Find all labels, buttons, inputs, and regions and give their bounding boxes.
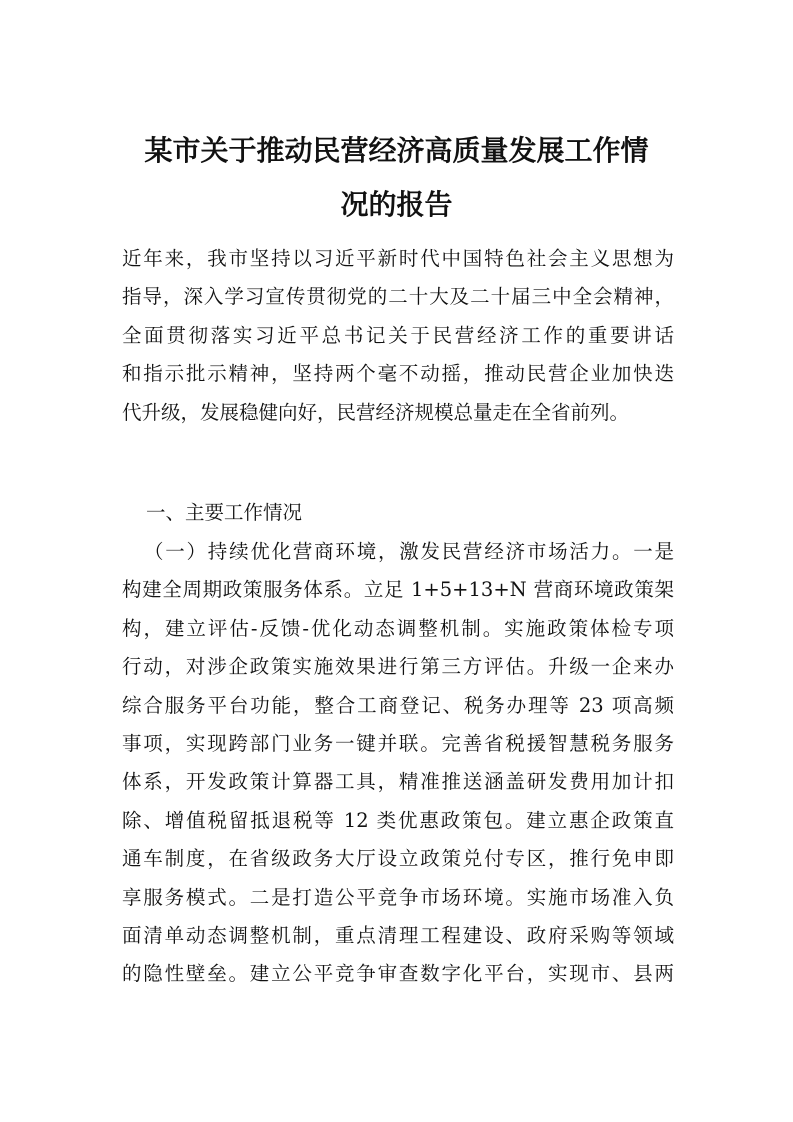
para-line: （一）持续优化营商环境，激发民营经济市场活力。一是	[144, 540, 674, 563]
intro-line: 代升级，发展稳健向好，民营经济规模总量走在全省前列。	[122, 400, 630, 424]
para-line: 面清单动态调整机制，重点清理工程建设、政府采购等领域	[122, 923, 674, 947]
para-line: 构，建立评估-反馈-优化动态调整机制。实施政策体检专项	[122, 616, 674, 640]
title-line-2: 况的报告	[340, 188, 453, 221]
para-line: 事项，实现跨部门业务一键并联。完善省税援智慧税务服务	[122, 731, 674, 755]
title-line-1: 某市关于推动民营经济高质量发展工作情	[144, 134, 649, 167]
section-heading: 一、主要工作情况	[146, 501, 303, 524]
para-line: 体系，开发政策计算器工具，精准推送涵盖研发费用加计扣	[122, 770, 674, 794]
para-line: 享服务模式。二是打造公平竞争市场环境。实施市场准入负	[122, 885, 674, 909]
section-paragraph	[122, 533, 674, 994]
intro-paragraph	[122, 240, 674, 432]
para-line: 通车制度，在省级政务大厅设立政策兑付专区，推行免申即	[122, 847, 674, 871]
intro-line: 全面贯彻落实习近平总书记关于民营经济工作的重要讲话	[122, 323, 674, 347]
intro-line: 和指示批示精神，坚持两个毫不动摇，推动民营企业加快迭	[122, 362, 674, 386]
para-line: 的隐性壁垒。建立公平竞争审查数字化平台，实现市、县两	[122, 962, 674, 986]
intro-line: 指导，深入学习宣传贯彻党的二十大及二十届三中全会精神，	[122, 285, 674, 309]
para-line: 构建全周期政策服务体系。立足 1+5+13+N 营商环境政策架	[122, 578, 674, 602]
para-line: 行动，对涉企政策实施效果进行第三方评估。升级一企来办	[122, 655, 674, 679]
para-line: 综合服务平台功能，整合工商登记、税务办理等 23 项高频	[122, 693, 674, 717]
para-line: 除、增值税留抵退税等 12 类优惠政策包。建立惠企政策直	[122, 808, 674, 832]
intro-line: 近年来，我市坚持以习近平新时代中国特色社会主义思想为	[122, 247, 674, 270]
document-title	[100, 124, 693, 232]
